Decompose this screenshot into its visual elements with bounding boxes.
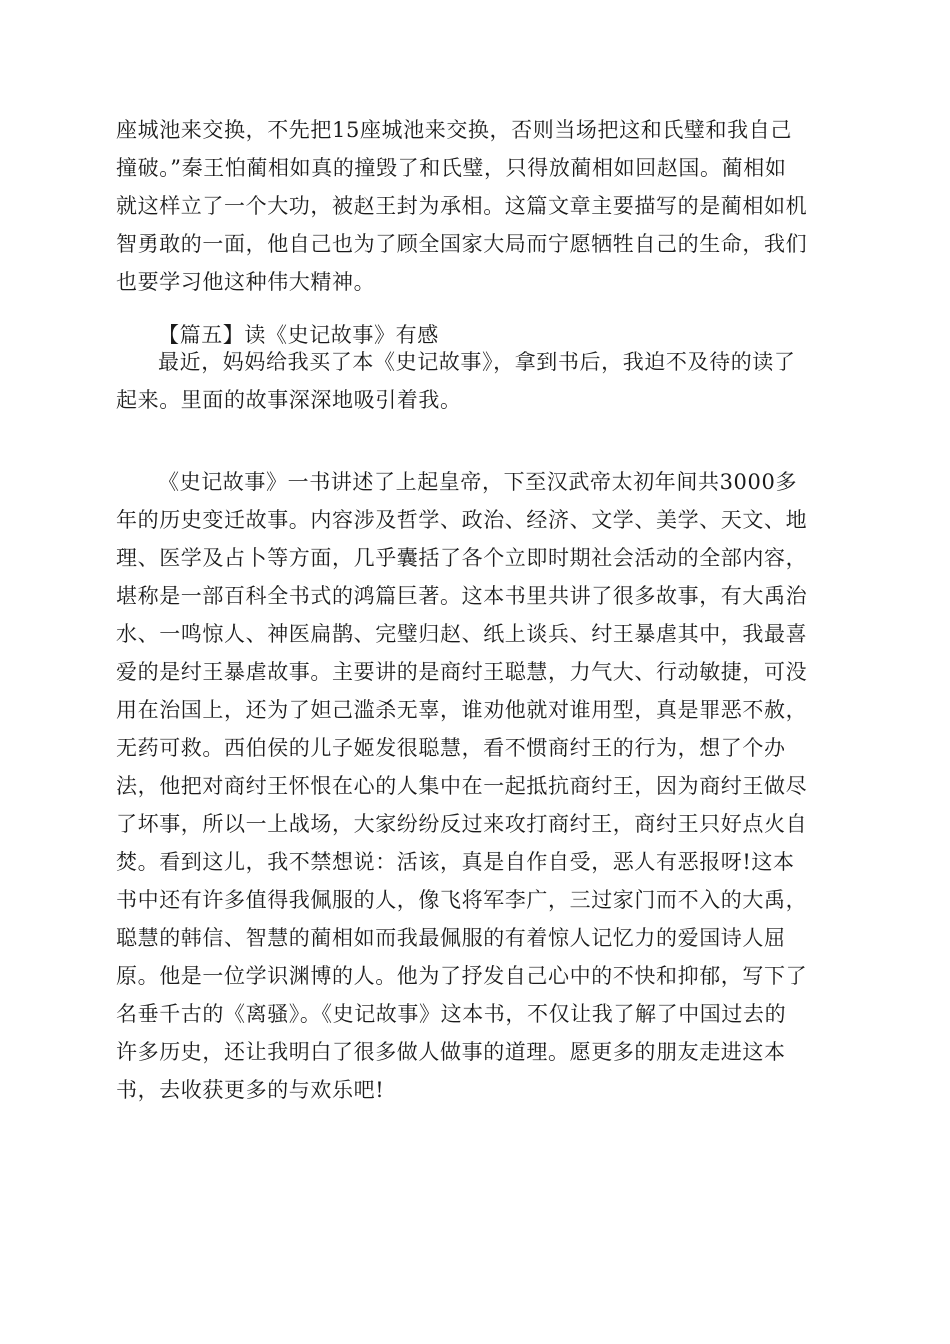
text-line: 爱的是纣王暴虐故事。主要讲的是商纣王聪慧，力气大、行动敏捷，可没 xyxy=(116,660,808,684)
text-line: 聪慧的韩信、智慧的蔺相如而我最佩服的有着惊人记忆力的爱国诗人屈 xyxy=(116,926,786,950)
text-line: 《史记故事》一书讲述了上起皇帝，下至汉武帝太初年间共3000多 xyxy=(158,470,798,494)
text-line: 用在治国上，还为了妲己滥杀无辜，谁劝他就对谁用型，真是罪恶不赦， xyxy=(116,698,808,722)
text-line: 起来。里面的故事深深地吸引着我。 xyxy=(116,388,462,412)
text-line: 焚。看到这儿，我不禁想说：活该，真是自作自受，恶人有恶报呀!这本 xyxy=(116,850,795,874)
text-line: 也要学习他这种伟大精神。 xyxy=(116,270,376,294)
text-line: 就这样立了一个大功，被赵王封为承相。这篇文章主要描写的是蔺相如机 xyxy=(116,194,808,218)
text-line: 书，去收获更多的与欢乐吧! xyxy=(116,1078,385,1102)
text-line: 书中还有许多值得我佩服的人，像飞将军李广，三过家门而不入的大禹， xyxy=(116,888,808,912)
text-line: 许多历史，还让我明白了很多做人做事的道理。愿更多的朋友走进这本 xyxy=(116,1040,786,1064)
text-line: 原。他是一位学识渊博的人。他为了抒发自己心中的不快和抑郁，写下了 xyxy=(116,964,808,988)
text-line: 最近，妈妈给我买了本《史记故事》，拿到书后，我迫不及待的读了 xyxy=(158,350,796,374)
text-line: 理、医学及占卜等方面，几乎囊括了各个立即时期社会活动的全部内容， xyxy=(116,546,808,570)
text-line: 堪称是一部百科全书式的鸿篇巨著。这本书里共讲了很多故事，有大禹治 xyxy=(116,584,808,608)
text-line: 年的历史变迁故事。内容涉及哲学、政治、经济、文学、美学、天文、地 xyxy=(116,508,808,532)
section-heading: 【篇五】读《史记故事》有感 xyxy=(158,323,439,347)
text-line: 无药可救。西伯侯的儿子姬发很聪慧，看不惯商纣王的行为，想了个办 xyxy=(116,736,786,760)
text-line: 座城池来交换，不先把15座城池来交换，否则当场把这和氏璧和我自己 xyxy=(116,118,792,142)
paragraph-intro xyxy=(116,343,836,419)
text-line: 名垂千古的《离骚》。《史记故事》这本书，不仅让我了解了中国过去的 xyxy=(116,1002,787,1026)
paragraph-continuation xyxy=(116,111,836,301)
text-line: 水、一鸣惊人、神医扁鹊、完璧归赵、纸上谈兵、纣王暴虐其中，我最喜 xyxy=(116,622,808,646)
text-line: 撞破。”秦王怕蔺相如真的撞毁了和氏璧，只得放蔺相如回赵国。蔺相如 xyxy=(116,156,787,180)
text-line: 智勇敢的一面，他自己也为了顾全国家大局而宁愿牺牲自己的生命，我们 xyxy=(116,232,808,256)
text-line: 法，他把对商纣王怀恨在心的人集中在一起抵抗商纣王，因为商纣王做尽 xyxy=(116,774,808,798)
text-line: 了坏事，所以一上战场，大家纷纷反过来攻打商纣王，商纣王只好点火自 xyxy=(116,812,808,836)
paragraph-main xyxy=(116,463,836,1109)
